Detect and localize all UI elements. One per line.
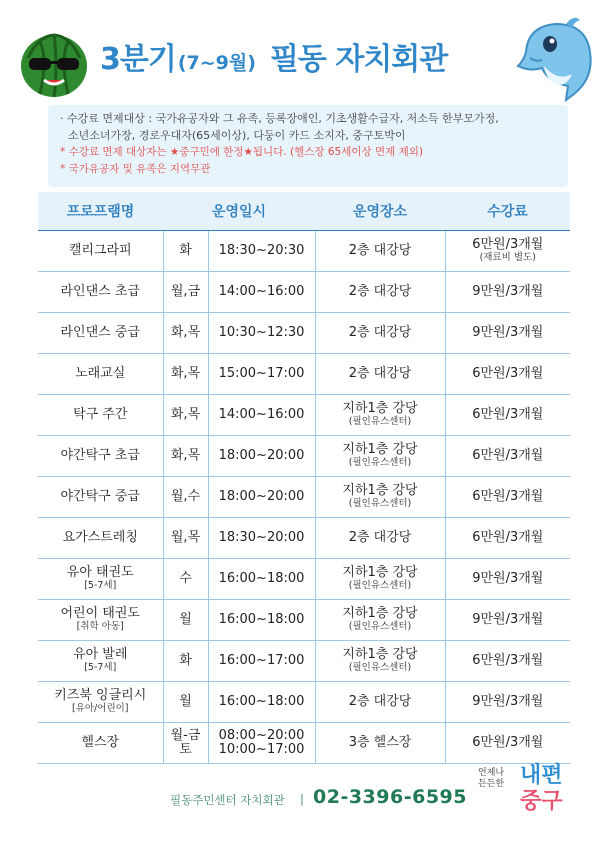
- table-row: [38, 395, 570, 436]
- fee-cell-text: 9만원/3개월: [472, 571, 544, 586]
- fee-cell: [445, 231, 570, 272]
- time-cell-text: 18:30~20:30: [218, 243, 305, 258]
- place-cell-text: 지하1층 강당: [342, 442, 418, 457]
- days-cell: [163, 600, 208, 641]
- program-name-cell: [38, 559, 163, 600]
- place-cell-subtext: (필인유스센터): [348, 580, 412, 591]
- place-cell-text: 2층 대강당: [348, 530, 412, 545]
- place-cell: [315, 600, 445, 641]
- program-name-cell-text: 유아 태권도: [66, 565, 134, 580]
- days-cell-text: 화: [179, 243, 192, 258]
- days-cell: [163, 231, 208, 272]
- page-header: [0, 0, 608, 105]
- time-cell-text: 08:00~20:00 10:00~17:00: [218, 728, 305, 757]
- fee-cell-text: 6만원/3개월: [472, 366, 544, 381]
- place-cell: [315, 272, 445, 313]
- fee-cell: [445, 354, 570, 395]
- place-cell: [315, 477, 445, 518]
- program-name-cell: [38, 477, 163, 518]
- program-name-cell-text: 유아 발레: [73, 647, 128, 662]
- notice-warning: * 수강료 면제 대상자는 ★중구민에 한정★됩니다. (헬스장 65세이상 면제 제외): [60, 146, 424, 158]
- fee-cell-text: 6만원/3개월: [472, 489, 544, 504]
- time-cell: [208, 436, 315, 477]
- program-name-cell: [38, 723, 163, 764]
- junggu-logo: [478, 758, 588, 818]
- table-row: [38, 313, 570, 354]
- table-row: [38, 231, 570, 272]
- title-quarter: 3분기: [100, 42, 176, 77]
- days-cell: [163, 313, 208, 354]
- fee-cell-text: 9만원/3개월: [472, 612, 544, 627]
- place-cell-text: 지하1층 강당: [342, 565, 418, 580]
- days-cell-text: 월,목: [170, 530, 201, 545]
- fee-cell: [445, 272, 570, 313]
- program-name-cell-subtext: [유아/어린이]: [72, 703, 129, 714]
- place-cell-text: 2층 대강당: [348, 694, 412, 709]
- program-name-cell: [38, 354, 163, 395]
- days-cell: [163, 559, 208, 600]
- program-name-cell-subtext: [취학 아동]: [76, 621, 124, 632]
- fee-cell-text: 6만원/3개월: [472, 653, 544, 668]
- days-cell-text: 월,수: [170, 489, 201, 504]
- time-cell-text: 18:00~20:00: [218, 489, 305, 504]
- notice-line: · 수강료 면제대상 : 국가유공자와 그 유족, 등록장애인, 기초생활수급자, 저소득 한부모가정,: [60, 112, 499, 125]
- time-cell: [208, 600, 315, 641]
- program-name-cell: [38, 518, 163, 559]
- place-cell-text: 2층 대강당: [348, 325, 412, 340]
- time-cell-text: 16:00~18:00: [218, 612, 305, 627]
- fee-cell: [445, 559, 570, 600]
- program-name-cell-subtext: [5-7세]: [84, 662, 117, 673]
- logo-brand-bottom: 중구: [520, 789, 563, 814]
- place-cell-text: 지하1층 강당: [342, 647, 418, 662]
- place-cell-subtext: (필인유스센터): [348, 662, 412, 673]
- table-row: [38, 272, 570, 313]
- fee-cell-subtext: (재료비 별도): [479, 252, 536, 263]
- place-cell-subtext: (필인유스센터): [348, 457, 412, 468]
- days-cell: [163, 272, 208, 313]
- place-cell-subtext: (필인유스센터): [348, 621, 412, 632]
- days-cell-text: 수: [179, 571, 192, 586]
- column-header: 운영장소: [315, 192, 445, 231]
- logo-slogan-line: 언제나: [478, 768, 505, 778]
- time-cell-text: 16:00~18:00: [218, 694, 305, 709]
- program-name-cell-text: 캘리그라피: [68, 243, 132, 258]
- place-cell: [315, 436, 445, 477]
- fee-cell-text: 6만원/3개월: [472, 735, 544, 750]
- program-name-cell-text: 라인댄스 초급: [60, 284, 140, 299]
- time-cell: [208, 518, 315, 559]
- table-row: [38, 518, 570, 559]
- fee-cell: [445, 641, 570, 682]
- place-cell: [315, 682, 445, 723]
- program-name-cell-text: 요가스트레칭: [62, 530, 138, 545]
- fee-cell: [445, 682, 570, 723]
- days-cell: [163, 518, 208, 559]
- table-row: [38, 477, 570, 518]
- logo-brand-top: 내편: [520, 763, 563, 788]
- place-cell-text: 2층 대강당: [348, 366, 412, 381]
- time-cell-text: 16:00~17:00: [218, 653, 305, 668]
- time-cell: [208, 682, 315, 723]
- table-row: [38, 600, 570, 641]
- time-cell: [208, 559, 315, 600]
- table-row: [38, 682, 570, 723]
- time-cell-text: 18:30~20:00: [218, 530, 305, 545]
- time-cell: [208, 395, 315, 436]
- program-name-cell-text: 키즈북 잉글리시: [54, 688, 147, 703]
- program-name-cell: [38, 682, 163, 723]
- time-cell-text: 14:00~16:00: [218, 284, 305, 299]
- program-name-cell: [38, 231, 163, 272]
- logo-slogan: [478, 768, 504, 790]
- days-cell: [163, 641, 208, 682]
- program-name-cell-text: 어린이 태권도: [60, 606, 140, 621]
- column-header: 수강료: [445, 192, 570, 231]
- place-cell: [315, 559, 445, 600]
- program-name-cell-text: 헬스장: [81, 735, 120, 750]
- table-row: [38, 559, 570, 600]
- place-cell-text: 지하1층 강당: [342, 401, 418, 416]
- place-cell-subtext: (필인유스센터): [348, 416, 412, 427]
- days-cell: [163, 436, 208, 477]
- time-cell: [208, 477, 315, 518]
- program-name-cell: [38, 436, 163, 477]
- notice-line: 소년소녀가장, 경로우대자(65세이상), 다둥이 카드 소지자, 중구토박이: [68, 128, 406, 142]
- fee-cell-text: 6만원/3개월: [472, 530, 544, 545]
- place-cell: [315, 641, 445, 682]
- place-cell-text: 지하1층 강당: [342, 483, 418, 498]
- fee-cell: [445, 395, 570, 436]
- watermelon-sunglasses-icon: [18, 28, 90, 100]
- time-cell-text: 10:30~12:30: [218, 325, 305, 340]
- fee-cell: [445, 600, 570, 641]
- place-cell-text: 2층 대강당: [348, 243, 412, 258]
- days-cell-text: 월: [179, 694, 192, 709]
- days-cell-text: 월,금: [170, 284, 201, 299]
- fee-cell: [445, 313, 570, 354]
- time-cell-text: 16:00~18:00: [218, 571, 305, 586]
- fee-exemption-notice: [48, 105, 568, 187]
- days-cell-text: 화,목: [170, 448, 201, 463]
- program-name-cell-text: 탁구 주간: [73, 407, 128, 422]
- place-cell: [315, 395, 445, 436]
- table-header-row: [38, 192, 570, 231]
- time-cell-text: 14:00~16:00: [218, 407, 305, 422]
- fee-cell-text: 9만원/3개월: [472, 284, 544, 299]
- fee-cell-text: 9만원/3개월: [472, 325, 544, 340]
- place-cell-text: 2층 대강당: [348, 284, 412, 299]
- table-row: [38, 354, 570, 395]
- fee-cell-text: 6만원/3개월: [472, 237, 544, 252]
- logo-slogan-line: 든든한: [478, 779, 505, 789]
- days-cell: [163, 477, 208, 518]
- column-header: 운영일시: [163, 192, 315, 231]
- footer-org: 필동주민센터 자치회관: [170, 793, 285, 807]
- table-row: [38, 641, 570, 682]
- time-cell-text: 18:00~20:00: [218, 448, 305, 463]
- program-name-cell: [38, 641, 163, 682]
- place-cell-subtext: (필인유스센터): [348, 498, 412, 509]
- days-cell-text: 화,목: [170, 366, 201, 381]
- days-cell: [163, 682, 208, 723]
- place-cell: [315, 518, 445, 559]
- fee-cell-text: 6만원/3개월: [472, 448, 544, 463]
- days-cell-text: 화,목: [170, 407, 201, 422]
- title-place: 필동 자치회관: [269, 42, 448, 77]
- time-cell: [208, 231, 315, 272]
- days-cell: [163, 395, 208, 436]
- days-cell-text: 화,목: [170, 325, 201, 340]
- title-months: (7~9월): [177, 52, 256, 74]
- days-cell-text: 월: [179, 612, 192, 627]
- footer-separator: |: [300, 792, 304, 806]
- program-name-cell: [38, 395, 163, 436]
- table-row: [38, 436, 570, 477]
- place-cell: [315, 313, 445, 354]
- time-cell: [208, 313, 315, 354]
- time-cell: [208, 272, 315, 313]
- column-header: 프로프램명: [38, 192, 163, 231]
- days-cell-text: 화: [179, 653, 192, 668]
- days-cell: [163, 354, 208, 395]
- program-table: [38, 192, 570, 764]
- page-title: [100, 34, 447, 78]
- place-cell: [315, 231, 445, 272]
- program-name-cell-subtext: [5-7세]: [84, 580, 117, 591]
- days-cell: [163, 723, 208, 764]
- program-name-cell-text: 노래교실: [75, 366, 126, 381]
- fee-cell: [445, 436, 570, 477]
- days-cell-text: 월-금 토: [170, 728, 201, 757]
- program-name-cell: [38, 272, 163, 313]
- program-name-cell-text: 야간탁구 초급: [60, 448, 140, 463]
- program-name-cell-text: 라인댄스 중급: [60, 325, 140, 340]
- place-cell: [315, 723, 445, 764]
- time-cell-text: 15:00~17:00: [218, 366, 305, 381]
- fee-cell: [445, 518, 570, 559]
- footer-phone: 02-3396-6595: [313, 786, 467, 808]
- time-cell: [208, 641, 315, 682]
- program-name-cell: [38, 313, 163, 354]
- program-name-cell-text: 야간탁구 중급: [60, 489, 140, 504]
- time-cell: [208, 723, 315, 764]
- program-name-cell: [38, 600, 163, 641]
- time-cell: [208, 354, 315, 395]
- fee-cell-text: 9만원/3개월: [472, 694, 544, 709]
- notice-warning: * 국가유공자 및 유족은 지역무관: [60, 162, 211, 175]
- fee-cell-text: 6만원/3개월: [472, 407, 544, 422]
- place-cell-text: 지하1층 강당: [342, 606, 418, 621]
- fee-cell: [445, 477, 570, 518]
- dolphin-icon: [508, 12, 600, 104]
- place-cell: [315, 354, 445, 395]
- place-cell-text: 3층 헬스장: [348, 735, 412, 750]
